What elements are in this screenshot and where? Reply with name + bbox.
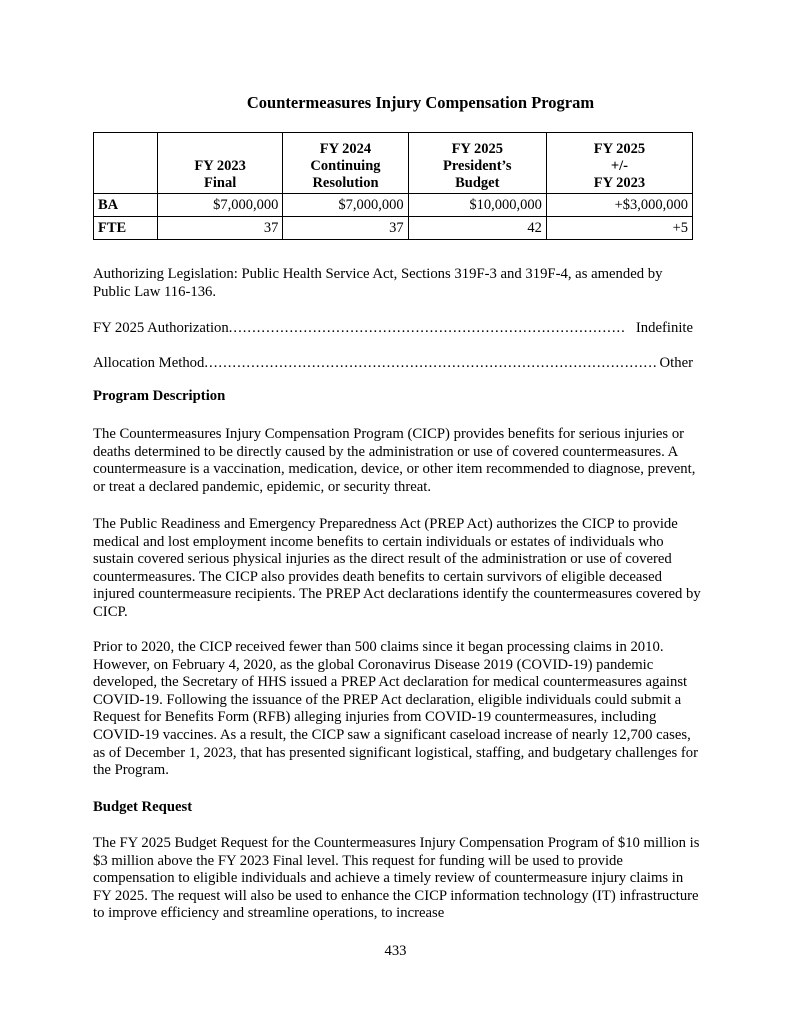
table-header-fy2023 — [157, 133, 282, 194]
table-row-fte — [94, 217, 693, 240]
table-cell: +$3,000,000 — [546, 194, 692, 217]
paragraph: The FY 2025 Budget Request for the Countermeasures Injury Compensation Program of $10 million is $3 million above the FY 2023 Final level. This request for funding will be used to provide compensation to eligible individuals and achieve a timely review of countermeasure injury claims in FY 2025. The request will also be used to enhance the CICP information technology (IT) infrastructure to improve efficiency and streamline operations, to increase — [93, 835, 700, 922]
table-row-ba — [94, 194, 693, 217]
header-line: President’s — [443, 158, 512, 174]
table-header-fy2025-budget — [408, 133, 546, 194]
authorization-value: Indefinite — [635, 320, 693, 336]
section-heading-budget-request: Budget Request — [93, 799, 193, 815]
table-cell: 37 — [157, 217, 282, 240]
table-cell: $7,000,000 — [283, 194, 408, 217]
paragraph: Prior to 2020, the CICP received fewer than 500 claims since it began processing claims in 2010. However, on February 4, 2020, as the global Coronavirus Disease 2019 (COVID-19) pandemic developed, the Secretary of HHS issued a PREP Act declaration for medical countermeasures against COVID-19. Following the issuance of the PREP Act declaration, eligible individuals could submit a Request for Benefits Form (RFB) alleging injuries from COVID-19 countermeasures, including COVID-19 vaccines. As a result, the CICP saw a significant caseload increase of nearly 12,700 cases, as of December 1, 2023, that has presented significant logistical, staffing, and budgetary challenges for the Program. — [93, 639, 698, 779]
table-header-fy2025-diff — [546, 133, 692, 194]
table-header-fy2024 — [283, 133, 408, 194]
page-title: Countermeasures Injury Compensation Program — [246, 93, 595, 112]
table-cell: $10,000,000 — [408, 194, 546, 217]
header-line: FY 2023 — [194, 158, 246, 174]
header-line: FY 2025 — [593, 141, 646, 157]
header-line: Resolution — [312, 175, 379, 191]
table-header-row — [94, 133, 693, 194]
allocation-line — [93, 355, 693, 372]
paragraph: The Public Readiness and Emergency Preparedness Act (PREP Act) authorizes the CICP to provide medical and lost employment income benefits to certain individuals or estates of individuals who sustain covered serious physical injuries as the direct result of the administration or use of covered countermeasures. The CICP also provides death benefits to certain survivors of eligible deceased injured countermeasure recipients. The PREP Act declarations identify the countermeasures covered by CICP. — [93, 516, 701, 620]
header-line: FY 2023 — [593, 175, 646, 191]
header-line: Final — [204, 175, 237, 191]
authorizing-legislation: Authorizing Legislation: Public Health Service Act, Sections 319F-3 and 319F-4, as amended by Public Law 116-136. — [93, 266, 663, 300]
allocation-value: Other — [659, 355, 693, 371]
row-label: FTE — [94, 217, 158, 240]
header-line: Budget — [455, 175, 500, 191]
authorization-label: FY 2025 Authorization — [93, 320, 229, 336]
header-line: +/- — [610, 158, 629, 174]
section-heading-program-description: Program Description — [93, 388, 226, 404]
header-line: Continuing — [310, 158, 381, 174]
dot-leader — [229, 320, 626, 337]
header-line: FY 2024 — [319, 141, 372, 157]
authorization-line — [93, 320, 693, 337]
allocation-label: Allocation Method — [93, 355, 205, 371]
table-cell: $7,000,000 — [157, 194, 282, 217]
table-cell: 42 — [408, 217, 546, 240]
table-cell: +5 — [546, 217, 692, 240]
table-cell: 37 — [283, 217, 408, 240]
header-line: FY 2025 — [451, 141, 503, 157]
table-header-blank — [94, 133, 158, 194]
budget-table — [93, 132, 693, 240]
paragraph: The Countermeasures Injury Compensation Program (CICP) provides benefits for serious injuries or deaths determined to be directly caused by the administration or use of covered countermeasures. A countermeasure is a vaccination, medication, device, or other item recommended to diagnose, prevent, or treat a declared pandemic, epidemic, or security threat. — [93, 426, 696, 495]
page-number: 433 — [384, 943, 407, 959]
dot-leader — [204, 355, 657, 372]
row-label: BA — [94, 194, 158, 217]
